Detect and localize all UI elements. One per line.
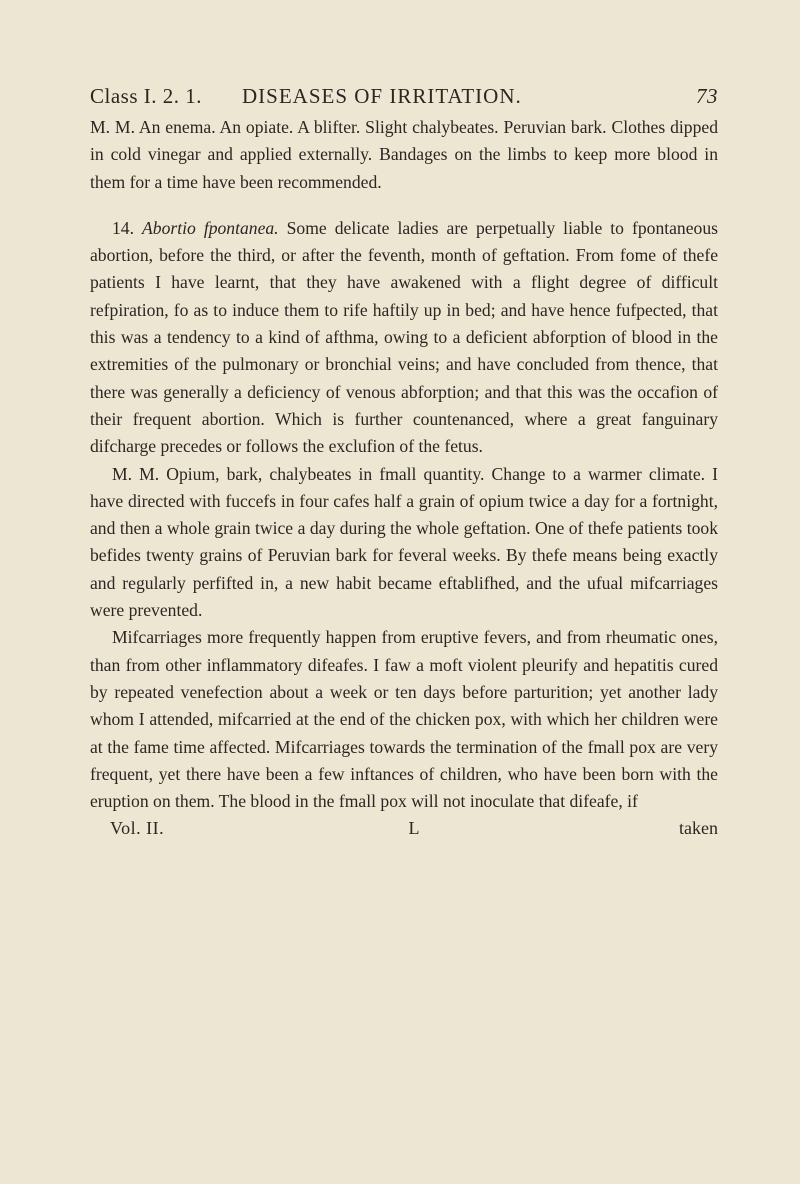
paragraph-miscarriages: Mifcarriages more frequently happen from eruptive fevers, and from rheumatic ones, than from other inflammatory difeafes. I faw a moft violent pleurify and hepatitis cured by repeated venefection about a week or ten days before parturition; yet another lady whom I attended, mifcarried at the end of the chicken pox, with which her children were at the fame time affected. Mifcarriages towards the termination of the fmall pox are very frequent, yet there have been a few inftances of children, who have been born with the eruption on them. The blood in the fmall pox will not inoculate that difeafe, if: [90, 627, 718, 812]
class-label: Class I. 2. 1.: [90, 84, 202, 108]
book-page: [90, 84, 718, 842]
volume-label: Vol. II.: [110, 818, 165, 839]
running-head: [90, 84, 718, 114]
paragraph-medical-method-1: M. M. An enema. An opiate. A blifter. Slight chalybeates. Peruvian bark. Clothes dipped in cold vinegar and applied externally. Bandages on the limbs to keep more blood in them for a time have been recommended.: [90, 117, 718, 192]
body-text: [90, 114, 718, 815]
page-footer: [90, 815, 718, 842]
signature-mark: L: [408, 818, 420, 839]
catchword: taken: [679, 818, 718, 839]
paragraph-abortio-spontanea: [90, 215, 718, 461]
paragraph-text: Some delicate ladies are perpetually liable to fpontaneous abortion, before the third, or after the feventh, month of geftation. From fome of thefe patients I have learnt, that they have awakened with a flight degree of difficult refpiration, fo as to induce them to rife haftily up in bed; and have hence fufpected, that this was a tendency to a kind of afthma, owing to a deficient abforption of blood in the extremities of the pulmonary or bronchial veins; and have concluded from thence, that there was generally a deficiency of venous abforption; and that this was the occafion of their frequent abortion. Which is further countenanced, where a great fanguinary difcharge precedes or follows the exclufion of the fetus.: [90, 217, 718, 457]
latin-term: Abortio fpontanea.: [142, 217, 279, 238]
chapter-title: DISEASES OF IRRITATION.: [242, 84, 522, 108]
section-number: 14.: [112, 217, 134, 238]
paragraph-medical-method-2: M. M. Opium, bark, chalybeates in fmall quantity. Change to a warmer climate. I have directed with fuccefs in four cafes half a grain of opium twice a day for a fortnight, and then a whole grain twice a day during the whole geftation. One of thefe patients took befides twenty grains of Peruvian bark for feveral weeks. By thefe means being exactly and regularly perfifted in, a new habit became eftablifhed, and the ufual mifcarriages were prevented.: [90, 463, 718, 621]
page-number: 73: [696, 84, 718, 108]
